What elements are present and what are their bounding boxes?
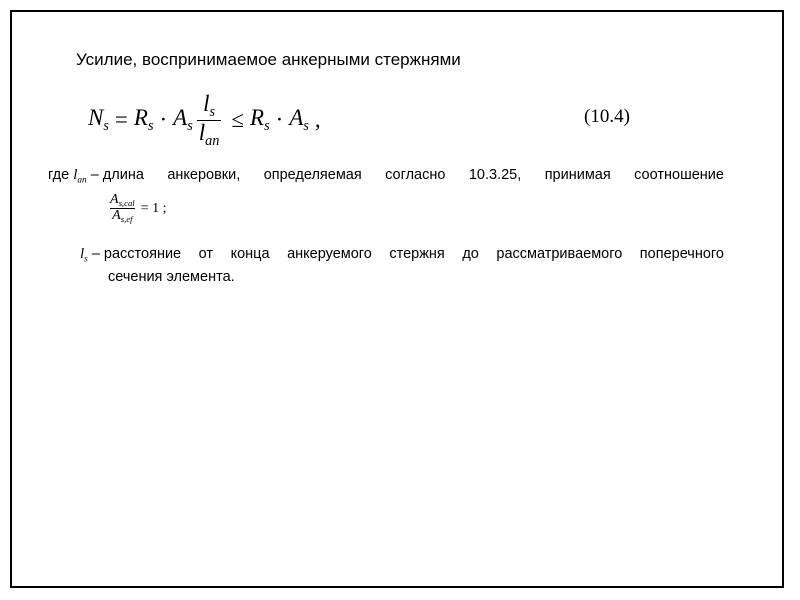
symbol-l-an: $l_{an}$ (73, 167, 87, 186)
ls-lead: $l_s$ – расстояние (80, 246, 182, 265)
leq-sign: ≤ (231, 107, 245, 132)
slide-title: Усилие, воспринимаемое анкерными стержнями (76, 50, 461, 69)
symbol-l-s: $l_s$ (80, 246, 88, 265)
ls-word: рассматриваемого (496, 246, 623, 262)
where-word: принимая (544, 167, 611, 183)
ls-word: до (462, 246, 479, 262)
dot-operator-2: · (275, 107, 284, 132)
formula-r2: $R_s$ (250, 105, 270, 134)
where-word: согласно (385, 167, 446, 183)
ratio-fraction (108, 193, 137, 224)
ls-word: конца (230, 246, 270, 262)
ratio-numerator: $A_{s,cal}$ (110, 192, 135, 209)
ls-word: стержня (389, 246, 445, 262)
equals-sign: = (114, 107, 128, 132)
formula-comma: , (314, 107, 321, 132)
formula-10-4 (88, 92, 321, 148)
ratio-formula (108, 193, 167, 224)
equation-number: (10.4) (584, 106, 630, 127)
where-word: 10.3.25, (468, 167, 522, 183)
ratio-denominator: $A_{s,ef}$ (112, 208, 133, 225)
formula-lhs: $N_s$ (88, 105, 109, 134)
where-lead: где $l_{an}$ – длина (48, 167, 144, 186)
where-word: соотношение (634, 167, 724, 183)
ls-word: анкеруемого (287, 246, 372, 262)
formula-r: $R_s$ (133, 105, 154, 134)
formula-fraction (197, 92, 222, 149)
ls-word: от (198, 246, 214, 262)
ls-word: поперечного (639, 246, 724, 262)
ratio-rhs: = 1 ; (140, 200, 167, 216)
formula-a2: $A_s$ (289, 105, 309, 134)
formula-a: $A_s$ (173, 105, 193, 134)
where-word: определяемая (263, 167, 362, 183)
ls-definition-line2: сечения элемента. (108, 269, 235, 285)
where-line (48, 167, 724, 185)
dot-operator: · (159, 107, 168, 132)
where-word: анкеровки, (167, 167, 241, 183)
fraction-denominator: $l_{an}$ (198, 119, 220, 149)
fraction-numerator: $l_s$ (203, 90, 216, 120)
ls-definition-line1 (80, 246, 724, 264)
